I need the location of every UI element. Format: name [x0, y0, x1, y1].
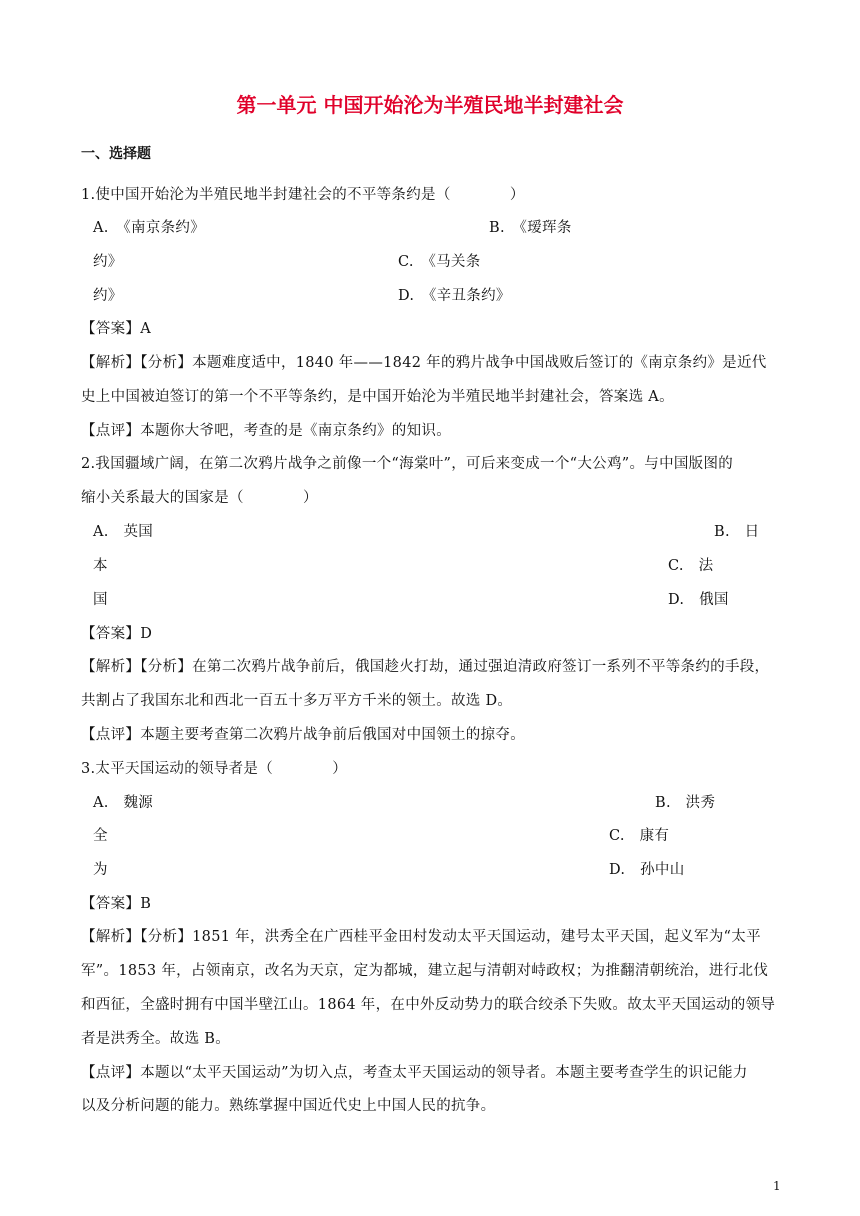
q1-stem: 1.使中国开始沦为半殖民地半封建社会的不平等条约是（ ） — [81, 187, 525, 203]
q2-option-b: B. 日 — [714, 524, 760, 540]
q1-option-a: A. 《南京条约》 — [93, 220, 206, 236]
q3-option-b-wrap: 全 — [93, 828, 108, 844]
q2-option-a: A. 英国 — [93, 524, 154, 540]
q1-analysis: 史上中国被迫签订的第一个不平等条约，是中国开始沦为半殖民地半封建社会，答案选 A。 — [81, 389, 674, 405]
q1-option-d: D. 《辛丑条约》 — [398, 288, 511, 304]
q1-comment: 【点评】本题你大爷吧，考查的是《南京条约》的知识。 — [81, 423, 451, 439]
q2-comment: 【点评】本题主要考查第二次鸦片战争前后俄国对中国领土的掠夺。 — [81, 727, 525, 743]
q1-option-b: B. 《瑷珲条 — [489, 220, 572, 236]
q2-option-c-wrap: 国 — [93, 592, 108, 608]
page-number: 1 — [773, 1179, 781, 1193]
q3-analysis: 军”。1853 年，占领南京，改名为天京，定为都城，建立起与清朝对峙政权；为推翻清朝统治，进行北伐 — [81, 963, 769, 979]
q3-option-c: C. 康有 — [609, 828, 670, 844]
q1-option-b-wrap: 约》 — [93, 254, 123, 270]
q3-comment: 【点评】本题以“太平天国运动”为切入点，考查太平天国运动的领导者。本题主要考查学生的识记能力 — [81, 1065, 748, 1081]
q1-option-c: C. 《马关条 — [398, 254, 481, 270]
q2-option-d: D. 俄国 — [668, 592, 729, 608]
q1-answer: 【答案】A — [81, 321, 151, 337]
q2-analysis: 【解析】【分析】在第二次鸦片战争前后，俄国趁火打劫，通过强迫清政府签订一系列不平等条约的手段， — [81, 659, 770, 675]
q3-option-c-wrap: 为 — [93, 862, 108, 878]
q3-analysis: 【解析】【分析】1851 年，洪秀全在广西桂平金田村发动太平天国运动，建号太平天国，起义军为“太平 — [81, 929, 761, 945]
q3-answer: 【答案】B — [81, 896, 152, 912]
q1-option-c-wrap: 约》 — [93, 288, 123, 304]
q2-option-c: C. 法 — [668, 558, 714, 574]
q3-analysis: 者是洪秀全。故选 B。 — [81, 1031, 231, 1047]
q2-option-b-wrap: 本 — [93, 558, 108, 574]
q3-stem: 3.太平天国运动的领导者是（ ） — [81, 761, 348, 777]
page-title: 第一单元 中国开始沦为半殖民地半封建社会 — [236, 93, 624, 117]
q3-option-b: B. 洪秀 — [655, 795, 716, 811]
q2-analysis: 共割占了我国东北和西北一百五十多万平方千米的领土。故选 D。 — [81, 693, 513, 709]
q1-analysis: 【解析】【分析】本题难度适中，1840 年——1842 年的鸦片战争中国战败后签订的《南京条约》是近代 — [81, 355, 767, 371]
q2-stem: 缩小关系最大的国家是（ ） — [81, 490, 318, 506]
q2-answer: 【答案】D — [81, 626, 153, 642]
q2-stem: 2.我国疆域广阔，在第二次鸦片战争之前像一个“海棠叶”，可后来变成一个“大公鸡”。与中国版图的 — [81, 456, 734, 472]
q3-comment: 以及分析问题的能力。熟练掌握中国近代史上中国人民的抗争。 — [81, 1098, 496, 1114]
q3-analysis: 和西征，全盛时拥有中国半壁江山。1864 年，在中外反动势力的联合绞杀下失败。故太平天国运动的领导 — [81, 997, 776, 1013]
q3-option-a: A. 魏源 — [93, 795, 154, 811]
q3-option-d: D. 孙中山 — [609, 862, 685, 878]
section-heading: 一、选择题 — [81, 146, 151, 162]
